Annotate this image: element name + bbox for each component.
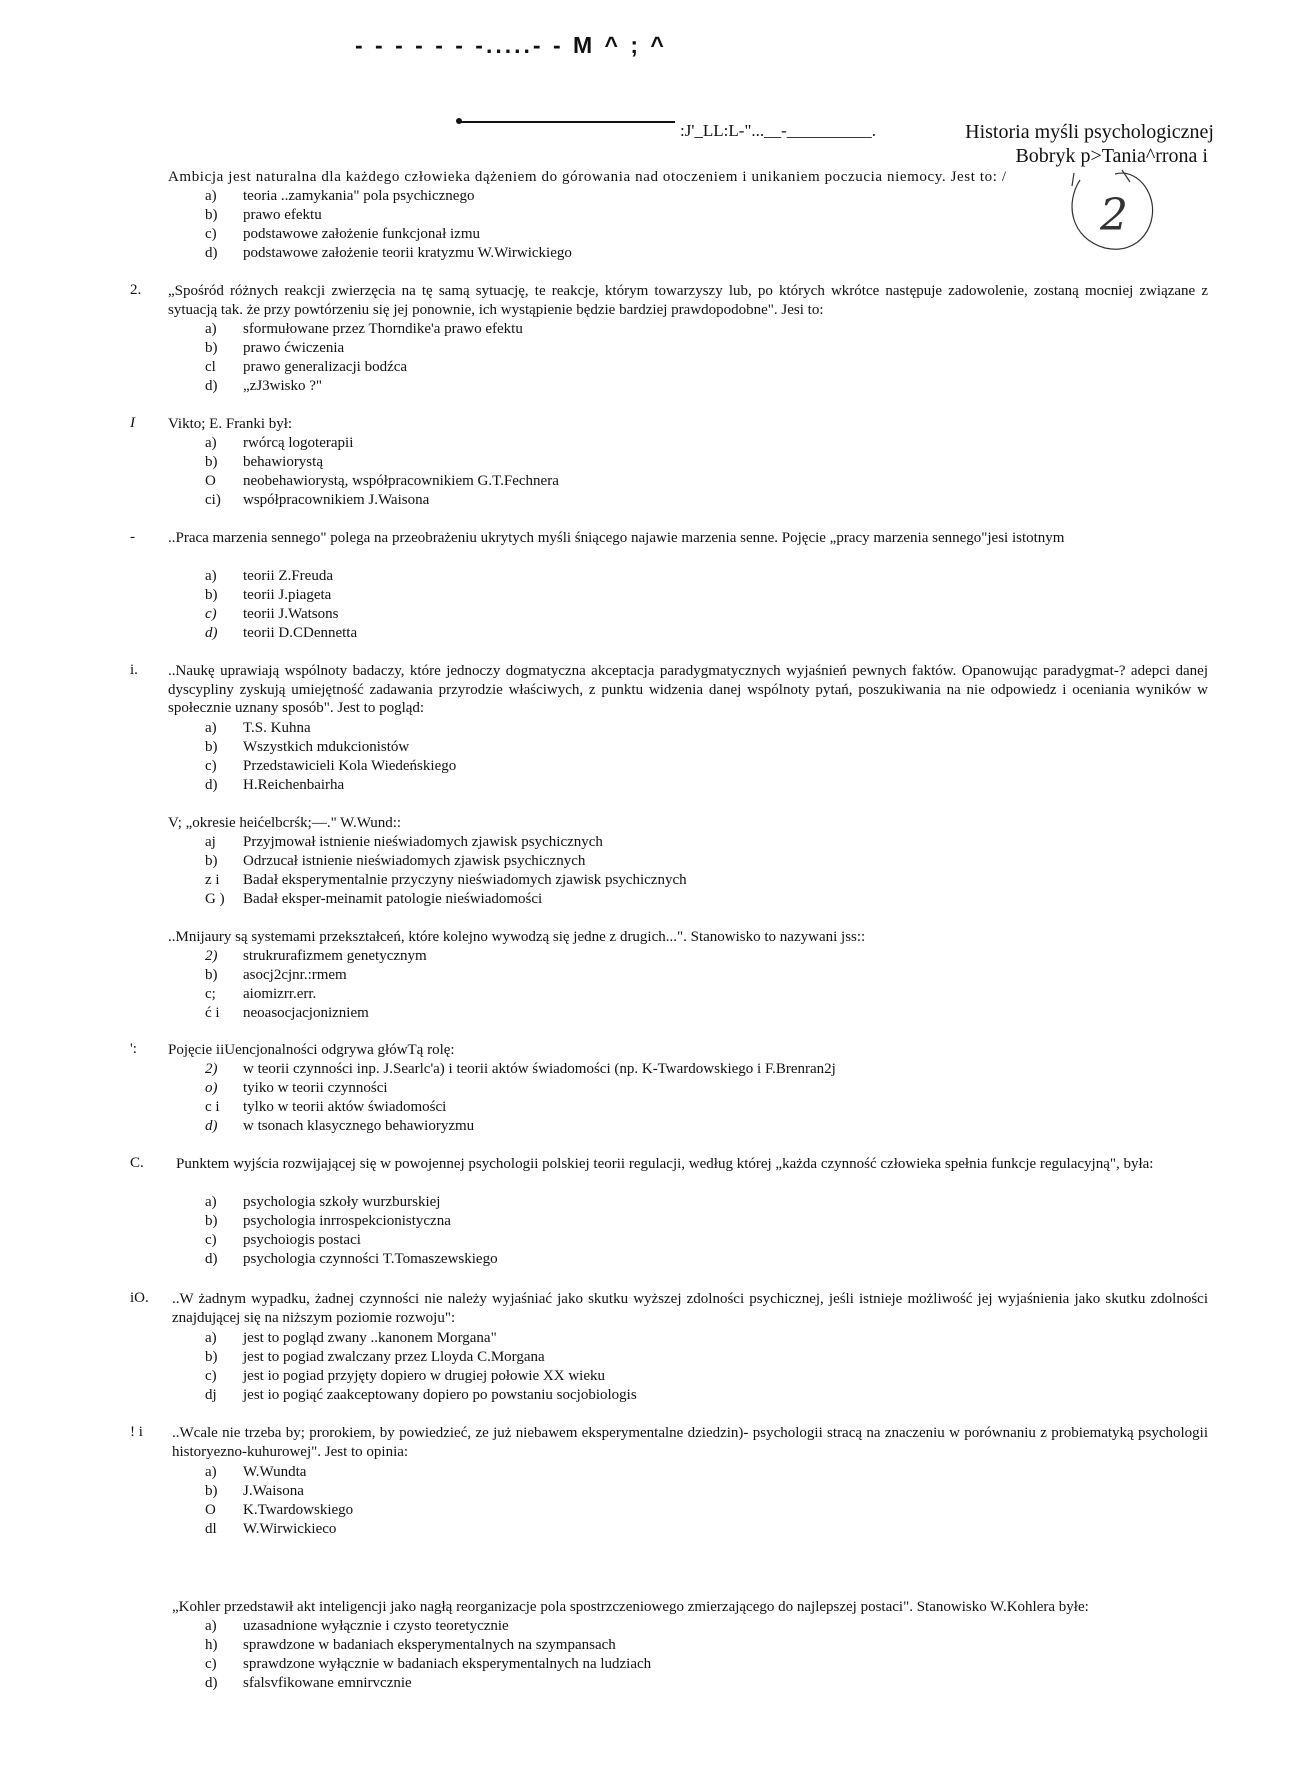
option-a: a) teorii Z.Freuda <box>205 568 333 584</box>
question-text: Pojęcie iiUencjonalności odgrywa główTą rolę: <box>168 1042 455 1058</box>
option-a: a) teoria ..zamykania" pola psychicznego <box>205 188 475 204</box>
option-a: a) W.Wundta <box>205 1464 307 1480</box>
option-c: c i tylko w teorii aktów świadomości <box>205 1099 447 1115</box>
option-c: cl prawo generalizacji bodźca <box>205 359 408 375</box>
option-d: d) H.Reichenbairha <box>205 777 345 793</box>
option-d: ć i neoasocjacjonizniem <box>205 1005 369 1021</box>
option-a: a) uzasadnione wyłącznie i czysto teoretycznie <box>205 1618 509 1634</box>
option-d: d) teorii D.CDennetta <box>205 625 358 641</box>
option-a: a) T.S. Kuhna <box>205 720 311 736</box>
option-b: b) J.Waisona <box>205 1483 304 1499</box>
question-number: ': <box>130 1041 137 1057</box>
question-number: 2. <box>130 282 142 298</box>
question-number: i. <box>130 662 138 678</box>
author-line: Bobryk p>Tania^rrona i <box>1015 145 1208 167</box>
option-b: b) prawo efektu <box>205 207 322 223</box>
option-c: c) teorii J.Watsons <box>205 606 339 622</box>
option-b: b) Odrzucał istnienie nieświadomych zjawisk psychicznych <box>205 853 586 869</box>
question-number: iO. <box>130 1290 149 1306</box>
option-b: b) jest to pogiad zwalczany przez Lloyda C.Morgana <box>205 1349 545 1365</box>
option-d: dj jest io pogiąć zaakceptowany dopiero po powstaniu socjobiologis <box>205 1387 637 1403</box>
option-d: d) psychologia czynności T.Tomaszewskiego <box>205 1251 498 1267</box>
option-d: ci) współpracownikiem J.Waisona <box>205 492 430 508</box>
option-c: c) sprawdzone wyłącznie w badaniach eksperymentalnych na ludziach <box>205 1656 652 1672</box>
option-b: b) prawo ćwiczenia <box>205 340 345 356</box>
question-text: Ambicja jest naturalna dla każdego człowieka dążeniem do górowania nad otoczeniem i unikaniem poczucia niemocy. Jest to: / <box>168 169 1007 185</box>
question-text: V; „okresie heićelbcrśk;—." W.Wund:: <box>168 815 402 831</box>
option-d: G ) Badał eksper-meinamit patologie nieświadomości <box>205 891 543 907</box>
option-d: dl W.Wirwickieco <box>205 1521 337 1537</box>
question-text: ..Wcale nie trzeba by; prorokiem, by powiedzieć, ze już niebawem eksperymentalne dziedzin)- psychologii stracą na znaczeniu w porównaniu z probiematyką psychologii historyezno-kuhurowej". Jest to opinia: <box>172 1425 1208 1460</box>
option-c: c) psychoiogis postaci <box>205 1232 361 1248</box>
top-scrawl-text: - - - - - - -.....- - M ^ ; ^ <box>355 32 667 58</box>
question-text: ..Naukę uprawiają wspólnoty badaczy, które jednoczy dogmatyczna akceptacja paradygmatycznych wyjaśnień pewnych faktów. Opanowując paradygmat-? adepci danej dyscypliny zyskują umiejętność zadawania przyrodzie właściwych, z punktu widzenia danej wspólnoty pytań, poszukiwania na nie odpowiedz i oceniania wyników w społecznie uznany sposób". Jest to pogląd: <box>168 663 1208 716</box>
option-c: c) Przedstawicieli Kola Wiedeńskiego <box>205 758 457 774</box>
option-c: c) podstawowe założenie funkcjonał izmu <box>205 226 480 242</box>
option-a: aj Przyjmował istnienie nieświadomych zjawisk psychicznych <box>205 834 603 850</box>
option-c: c) jest io pogiad przyjęty dopiero w drugiej połowie XX wieku <box>205 1368 606 1384</box>
option-b: b) asocj2cjnr.:rmem <box>205 967 347 983</box>
option-d: d) podstawowe założenie teorii kratyzmu W.Wirwickiego <box>205 245 572 261</box>
question-text: „Spośród różnych reakcji zwierzęcia na tę samą sytuację, te reakcje, którym towarzyszy lub, po których wkrótce następuje zadowolenie, zostaną mocniej związane z sytuacją tak. że przy powtórzeniu się jej ponownie, ich wystąpienie będzie bardziej prawdopodobne". Jesi to: <box>168 283 1208 318</box>
question-number: - <box>130 529 135 545</box>
question-text: Punktem wyjścia rozwijającej się w powojennej psychologii polskiej teorii regulacji, według której „każda czynność człowieka spełnia funkcje regulacyjną", była: <box>176 1156 1154 1172</box>
option-c: z i Badał eksperymentalnie przyczyny nieświadomych zjawisk psychicznych <box>205 872 687 888</box>
option-a: 2) strukrurafizmem genetycznym <box>205 948 427 964</box>
option-c: c; aiomizrr.err. <box>205 986 317 1002</box>
question-number: I <box>130 415 135 431</box>
option-a: a) rwórcą logoterapii <box>205 435 354 451</box>
option-b: o) tyiko w teorii czynności <box>205 1080 388 1096</box>
option-d: d) w tsonach klasycznego behawioryzmu <box>205 1118 475 1134</box>
header-garbled-text: :J'_LL:L-"...__-__________. <box>680 121 877 140</box>
option-c: O neobehawiorystą, współpracownikiem G.T.Fechnera <box>205 473 559 489</box>
question-text: „Kohler przedstawił akt inteligencji jako nagłą reorganizacje pola spostrzczeniowego zmierzającego do najlepszej postaci". Stanowisko W.Kohlera byłe: <box>172 1599 1089 1615</box>
question-number: C. <box>130 1155 144 1171</box>
question-text: ..Praca marzenia sennego" polega na przeobrażeniu ukrytych myśli śniącego najawie marzenia senne. Pojęcie „pracy marzenia sennego"jesi istotnym <box>168 530 1065 546</box>
header-rule <box>460 121 675 123</box>
question-text: ..W żadnym wypadku, żadnej czynności nie należy wyjaśniać jako skutku wyższej zdolności psychicznej, jeśli istnieje możliwość jej wyjaśnienia jako skutku zdolności znajdującej się na niższym poziomie rozwoju": <box>172 1291 1208 1326</box>
option-c: O K.Twardowskiego <box>205 1502 354 1518</box>
option-b: b) teorii J.piageta <box>205 587 332 603</box>
option-b: h) sprawdzone w badaniach eksperymentalnych na szympansach <box>205 1637 616 1653</box>
question-text: ..Mnijaury są systemami przekształceń, które kolejno wywodzą się jedne z drugich...". Stanowisko to nazywani jss:: <box>168 929 866 945</box>
option-b: b) psychologia inrrospekcionistyczna <box>205 1213 451 1229</box>
circle-mark-digit: 2 <box>1100 190 1128 241</box>
course-title: Historia myśli psychologicznej <box>965 121 1214 143</box>
option-a: a) psychologia szkoły wurzburskiej <box>205 1194 441 1210</box>
option-a: a) sformułowane przez Thorndike'a prawo efektu <box>205 321 523 337</box>
option-a: 2) w teorii czynności inp. J.Searlc'a) i teorii aktów świadomości (np. K-Twardowskiego i F.Brenran2j <box>205 1061 836 1077</box>
option-d: d) „zJ3wisko ?" <box>205 378 323 394</box>
question-number: ! i <box>130 1424 143 1440</box>
option-d: d) sfalsvfikowane emnirvcznie <box>205 1675 412 1691</box>
option-a: a) jest to pogląd zwany ..kanonem Morgana" <box>205 1330 497 1346</box>
option-b: b) Wszystkich mdukcionistów <box>205 739 410 755</box>
question-text: Vikto; E. Franki był: <box>168 416 293 432</box>
option-b: b) behawiorystą <box>205 454 323 470</box>
